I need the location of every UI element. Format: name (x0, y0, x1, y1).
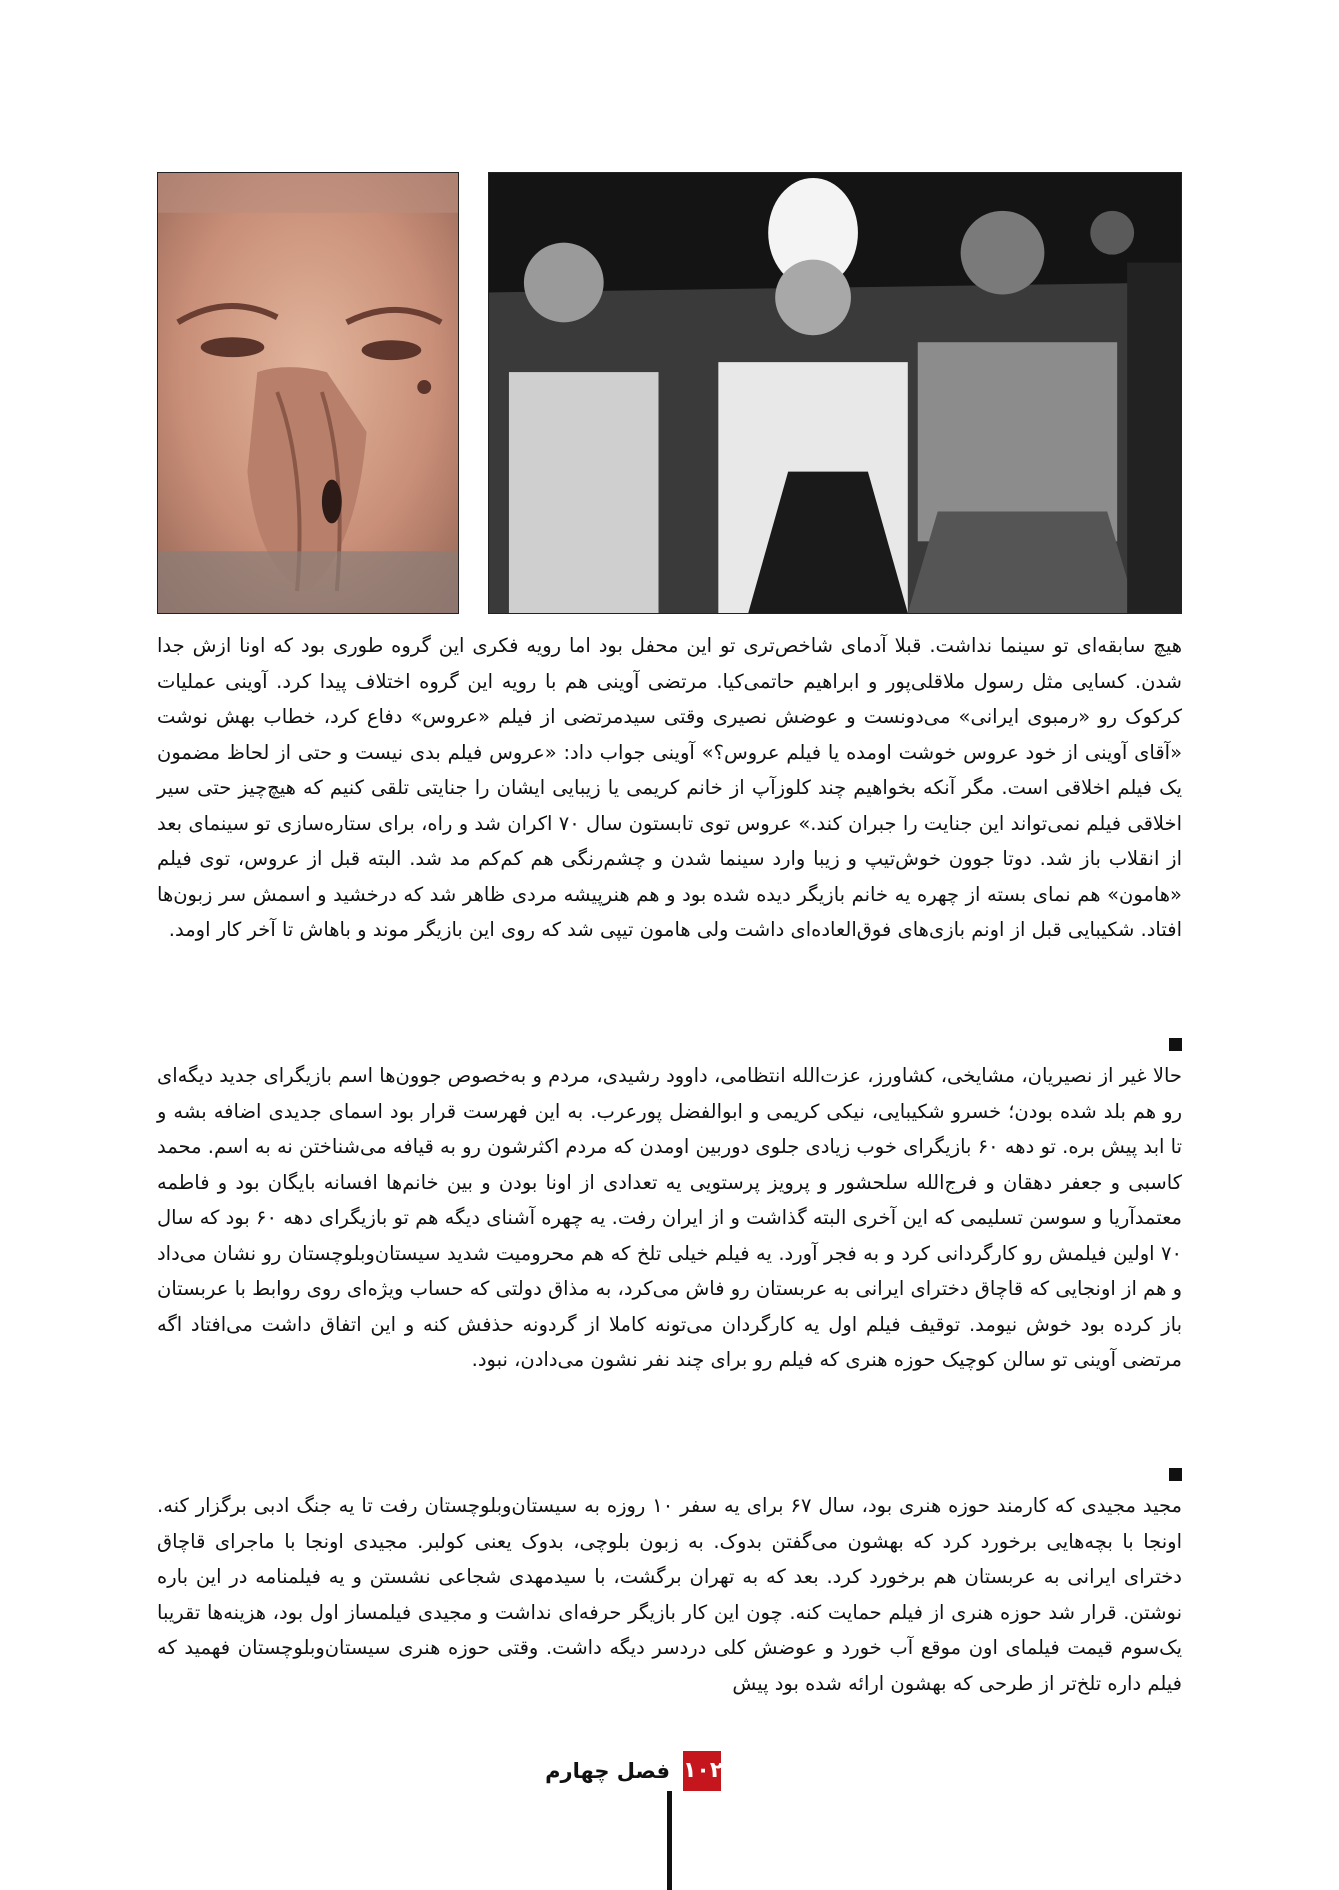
paragraph-2-text: حالا غیر از نصیریان، مشایخی، کشاورز، عزت‌الله انتظامی، داوود رشیدی، مردم و به‌خصوص جوون‌ها اسم بازیگرای جدید دیگه‌ای رو هم بلد شده بودن؛ خسرو شکیبایی، نیکی کریمی و ابوالفضل پورعرب. به این فهرست قرار بود اسمای جدیدی اضافه بشه و تا ابد پیش بره. تو دهه ۶۰ بازیگرای خوب زیادی جلوی دوربین اومدن که مردم اکثرشون رو به قیافه می‌شناختن نه به اسم. محمد کاسبی و جعفر دهقان و فرج‌الله سلحشور و پرویز پرستویی یه تعدادی از اونا بودن و بین خانم‌ها افسانه بایگان بود و فاطمه معتمدآریا و سوسن تسلیمی که این آخری البته گذاشت و از ایران رفت. یه چهره آشنای دیگه هم تو بازیگرای دهه ۶۰ بود که سال ۷۰ اولین فیلمش رو کارگردانی کرد و به فجر آورد. یه فیلم خیلی تلخ که هم محرومیت شدید سیستان‌وبلوچستان رو نشان می‌داد و هم از اونجایی که قاچاق دخترای ایرانی به عربستان رو فاش می‌کرد، به مذاق دولتی که حساب ویژه‌ای روی روابط با عربستان باز کرده بود خوش نیومد. توقیف فیلم اول یه کارگردان می‌تونه کاملا از گردونه حذفش کنه و این اتفاق داشت می‌افتاد اگه مرتضی آوینی تو سالن کوچیک حوزه هنری که فیلم رو برای چند نفر نشون می‌دادن، نبود. (157, 1064, 1183, 1371)
paragraph-3 (157, 1488, 1182, 1701)
paragraph-2 (157, 1058, 1182, 1378)
paragraph-1 (157, 628, 1182, 948)
portrait-photo (157, 172, 459, 614)
audience-photo (488, 172, 1182, 614)
page-number: ۱۰۲ (683, 1751, 721, 1791)
paragraph-3-text: مجید مجیدی که کارمند حوزه هنری بود، سال ۶۷ برای یه سفر ۱۰ روزه به سیستان‌وبلوچستان رفت تا یه جنگ ادبی برگزار کنه. اونجا با بچه‌هایی برخورد کرد که بهشون می‌گفتن بدوک. به زبون بلوچی، بدوک یعنی کولبر. مجیدی اونجا با ماجرای قاچاق دخترای ایرانی به عربستان هم برخورد کرد. بعد که به تهران برگشت، با سیدمهدی شجاعی نشستن و یه فیلمنامه در این باره نوشتن. قرار شد حوزه هنری از فیلم حمایت کنه. چون این کار بازیگر حرفه‌ای نداشت و مجیدی فیلمساز اول بود، هزینه‌ها تقریبا یک‌سوم قیمت فیلمای اون موقع آب خورد و عوضش کلی دردسر دیگه داشت. وقتی حوزه هنری سیستان‌وبلوچستان فهمید که فیلم داره تلخ‌تر از طرحی که بهشون ارائه شده بود پیش (157, 1494, 1182, 1695)
section-marker (1169, 1468, 1182, 1481)
paragraph-1-text: هیچ سابقه‌ای تو سینما نداشت. قبلا آدمای شاخص‌تری تو این محفل بود اما رویه فکری این گروه طوری بود که اونا ازش جدا شدن. کسایی مثل رسول ملاقلی‌پور و ابراهیم حاتمی‌کیا. مرتضی آوینی هم با رویه این گروه اختلاف پیدا کرد. آوینی عملیات کرکوک رو «رمبوی ایرانی» می‌دونست و عوضش نصیری وقتی سیدمرتضی از فیلم «عروس» دفاع کرد، خطاب بهش نوشت «آقای آوینی از خود عروس خوشت اومده یا فیلم عروس؟» آوینی جواب داد: «عروس فیلم بدی نیست و حتی از لحاظ مضمون یک فیلم اخلاقی است. مگر آنکه بخواهیم چند کلوزآپ از خانم کریمی یا زیبایی ایشان را جنایتی تلقی کنیم که هیچ‌چیز حتی سیر اخلاقی فیلم نمی‌تواند این جنایت را جبران کند.» عروس توی تابستون سال ۷۰ اکران شد و راه، برای ستاره‌سازی تو سینمای بعد از انقلاب باز شد. دوتا جوون خوش‌تیپ و زیبا وارد سینما شدن و چشم‌رنگی هم کم‌کم مد شد. البته قبل از عروس، توی فیلم «هامون» هم نمای بسته از چهره یه خانم بازیگر دیده شده بود و هم هنرپیشه مردی ظاهر شد که درخشید و اسمش سر زبون‌ها افتاد. شکیبایی قبل از اونم بازی‌های فوق‌العاده‌ای داشت ولی هامون تیپی شد که روی این بازیگر موند و باهاش تا آخر کار اومد. (157, 634, 1182, 941)
audience-image (489, 173, 1181, 613)
footer-rule (667, 1791, 672, 1890)
portrait-image (158, 173, 458, 613)
page-footer (530, 1751, 730, 1791)
chapter-title: فصل چهارم (545, 1759, 670, 1783)
section-marker (1169, 1038, 1182, 1051)
